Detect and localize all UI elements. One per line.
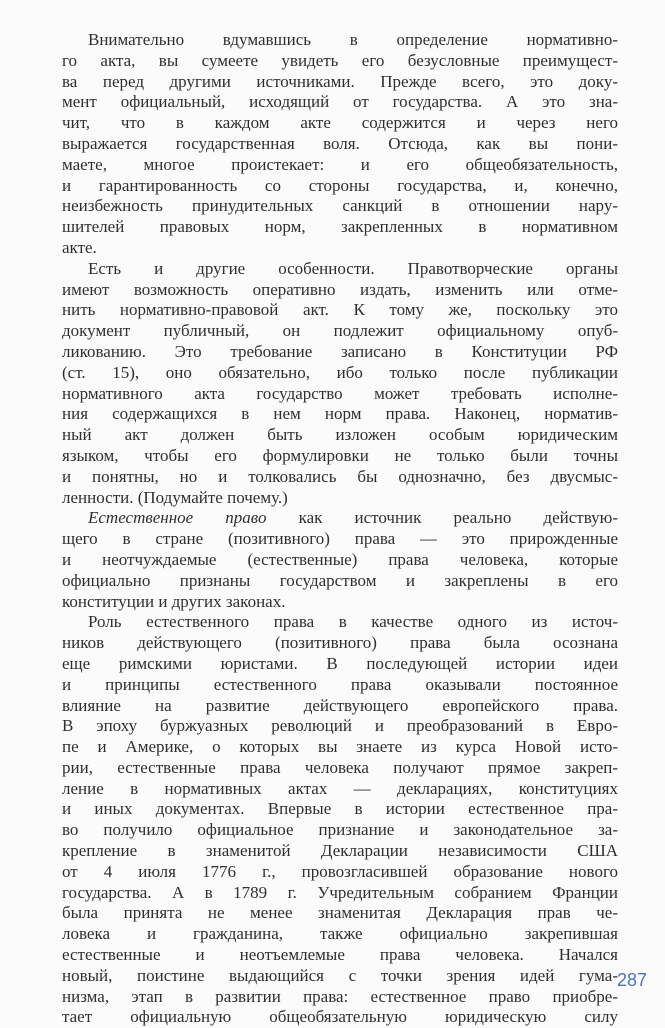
text-line: (ст. 15), оно обязательно, ибо только после публикации (62, 362, 618, 382)
text-line: нормативного акта государство может требовать исполне- (62, 383, 618, 403)
page-number: 287 (616, 970, 647, 990)
text-line: го акта, вы сумеете увидеть его безусловные преимущест- (62, 50, 618, 70)
text-line: имеют возможность оперативно издать, изменить или отме- (62, 279, 618, 299)
text-line: шителей правовых норм, закрепленных в нормативном (62, 217, 618, 237)
text-line: ленности. (Подумайте почему.) (62, 487, 288, 507)
text-line: ный акт должен быть изложен особым юридическим (62, 425, 618, 445)
text-line: ников действующего (позитивного) права была осознана (62, 633, 618, 653)
paragraph-1 (62, 30, 618, 259)
text-line: от 4 июля 1776 г., провозгласившей образование нового (62, 861, 618, 881)
text-line: ление в нормативных актах — декларациях, конституциях (62, 778, 618, 798)
text-line: и неотчуждаемые (естественные) права человека, которые (62, 549, 618, 569)
text-line: документ публичный, он подлежит официальному опуб- (62, 321, 618, 341)
text-line: мент официальный, исходящий от государства. А это зна- (62, 92, 618, 112)
paragraph-4 (62, 612, 618, 1028)
text-line: новый, поистине выдающийся с точки зрения идей гума- (62, 965, 618, 985)
text-line: щего в стране (позитивного) права — это прирожденные (62, 529, 618, 549)
text-line: ловека и гражданина, также официально закрепившая (62, 924, 618, 944)
text-line: во получило официальное признание и законодательное за- (62, 820, 618, 840)
text-line: Есть и другие особенности. Правотворческие органы (88, 258, 618, 278)
text-line: государства. А в 1789 г. Учредительным собранием Франции (62, 882, 618, 902)
text-line: неизбежность принудительных санкций в отношении нару- (62, 196, 618, 216)
text-line: рии, естественные права человека получают прямое закреп- (62, 757, 618, 777)
text-line: тает официальную общеобязательную юридическую силу (62, 1007, 618, 1027)
text-line: и понятны, но и толковались бы однозначно, без двусмыс- (62, 466, 618, 486)
text-line: конституции и других законах. (62, 591, 286, 611)
text-line: ния содержащихся в нем норм права. Наконец, норматив- (62, 404, 618, 424)
text-line: еще римскими юристами. В последующей истории идеи (62, 653, 618, 673)
text-line: пе и Америке, о которых вы знаете из курса Новой исто- (62, 737, 618, 757)
text-line: естественные и неотъемлемые права человека. Начался (62, 945, 618, 965)
text-line: низма, этап в развитии права: естественное право приобре- (62, 986, 618, 1006)
text-line: влияние на развитие действующего европейского права. (62, 695, 618, 715)
text-line: нить нормативно-правовой акт. К тому же, поскольку это (62, 300, 618, 320)
text-line: Внимательно вдумавшись в определение нормативно- (88, 30, 618, 49)
text-line: Роль естественного права в качестве одного из источ- (88, 612, 618, 632)
text-line: чит, что в каждом акте содержится и через него (62, 113, 618, 133)
paragraph-3 (62, 508, 618, 612)
text-fragment: как источник реально действую- (266, 508, 618, 528)
text-line: языком, чтобы его формулировки не только были точны (62, 445, 618, 465)
italic-term: Естественное право (88, 508, 267, 528)
text-line: акте. (62, 237, 97, 257)
text-line: маете, многое проистекает: и его общеобязательность, (62, 154, 618, 174)
text-line: и принципы естественного права оказывали постоянное (62, 674, 618, 694)
text-line: В эпоху буржуазных революций и преобразований в Евро- (62, 716, 618, 736)
text-line (62, 508, 618, 529)
page-body (62, 30, 618, 1028)
text-line: выражается государственная воля. Отсюда, как вы пони- (62, 133, 618, 153)
text-line: и иных документах. Впервые в истории естественное пра- (62, 799, 618, 819)
paragraph-2 (62, 259, 618, 509)
text-line: крепление в знаменитой Декларации независимости США (62, 841, 618, 861)
text-line: ва перед другими источниками. Прежде всего, это доку- (62, 71, 618, 91)
text-line: и гарантированность со стороны государства, и, конечно, (62, 175, 618, 195)
text-line: официально признаны государством и закреплены в его (62, 570, 618, 590)
text-line: была принята не менее знаменитая Декларация прав че- (62, 903, 618, 923)
text-line: ликованию. Это требование записано в Конституции РФ (62, 341, 618, 361)
